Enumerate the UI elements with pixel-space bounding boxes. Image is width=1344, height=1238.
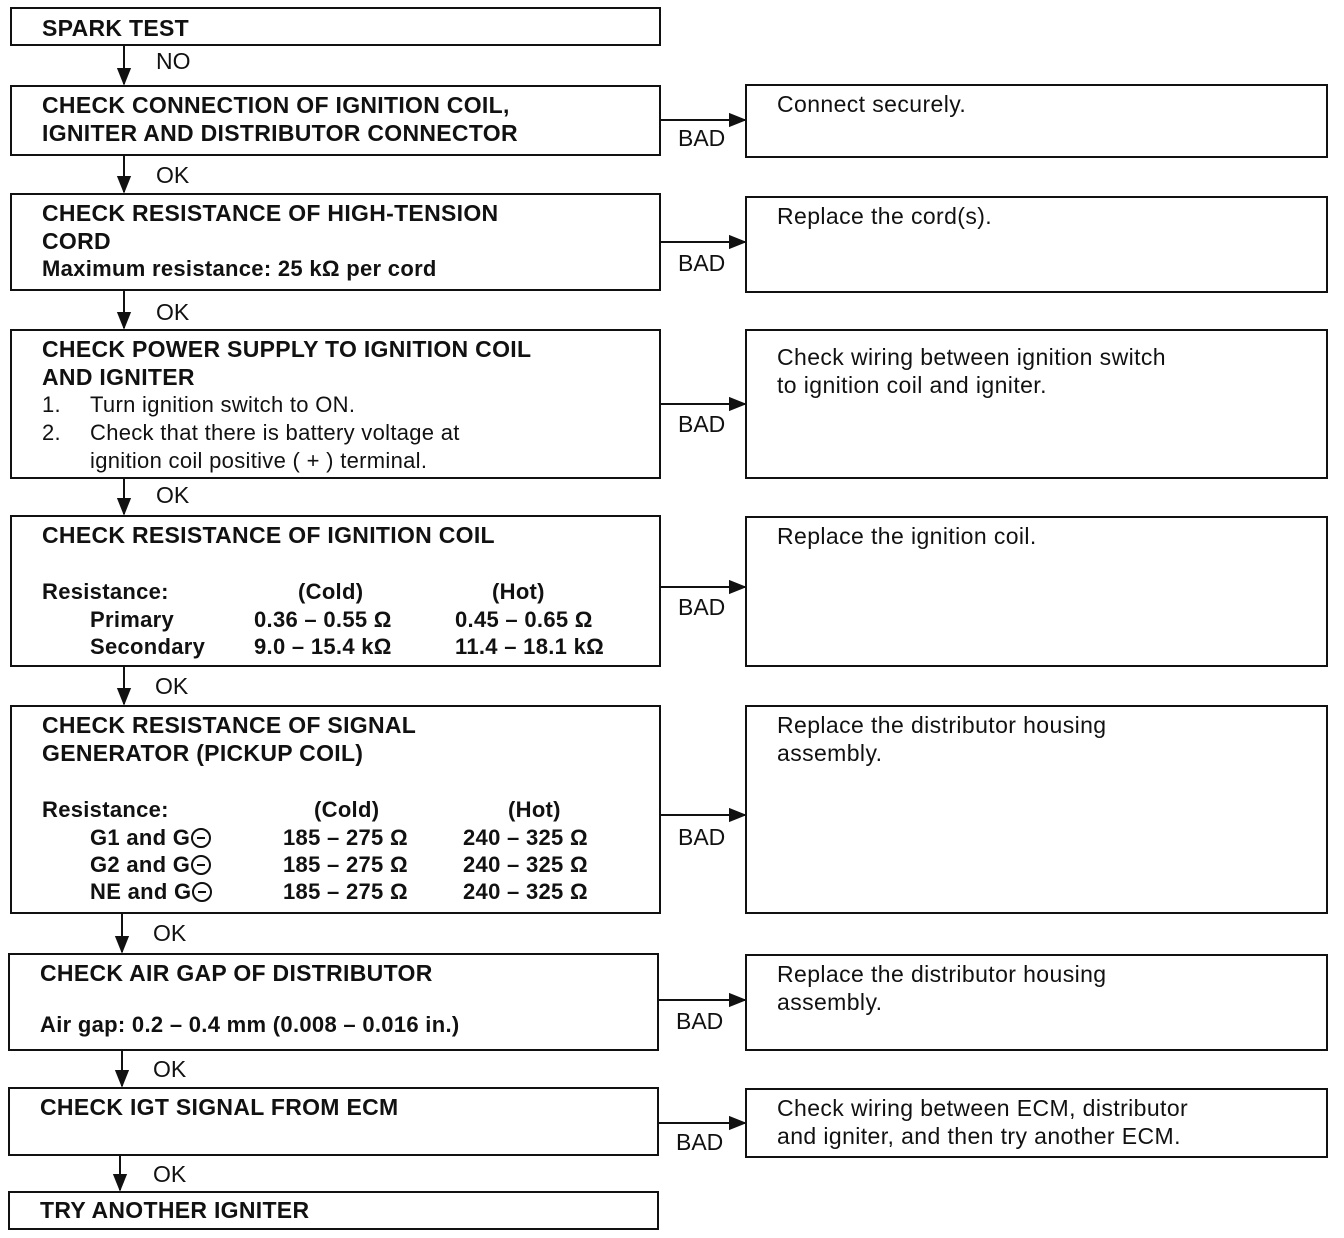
action-text: Replace the cord(s). (777, 203, 993, 229)
signal-row-g2-cold: 185 – 275 Ω (283, 852, 408, 877)
signal-row-g2-hot: 240 – 325 Ω (463, 852, 588, 877)
coil-row-primary-cold: 0.36 – 0.55 Ω (254, 607, 392, 632)
action-text: Replace the ignition coil. (777, 523, 1037, 549)
action-text-line1: Replace the distributor housing (777, 961, 1107, 987)
item-text: ignition coil positive ( + ) terminal. (90, 448, 428, 473)
action-text-line2: and igniter, and then try another ECM. (777, 1123, 1181, 1149)
item-text: Turn ignition switch to ON. (90, 392, 356, 417)
connector-bad-label: BAD (676, 1129, 724, 1155)
connector-bad-label: BAD (678, 411, 726, 437)
step-title: TRY ANOTHER IGNITER (40, 1197, 310, 1223)
procedure-item-2 (42, 419, 659, 447)
action-replace-housing-1 (745, 705, 1328, 914)
connector-bad-label: BAD (678, 824, 726, 850)
procedure-item-2-continued (42, 447, 659, 475)
step-title: CHECK RESISTANCE OF IGNITION COIL (42, 522, 495, 548)
connector-ok-label: OK (156, 162, 190, 188)
coil-row-secondary-name: Secondary (90, 634, 206, 659)
connector-ok-label: OK (155, 673, 189, 699)
action-connect-securely (745, 84, 1328, 158)
step-title: SPARK TEST (42, 15, 189, 41)
action-text-line2: assembly. (777, 989, 883, 1015)
connector-no-label: NO (156, 48, 191, 74)
signal-row-g1-cold: 185 – 275 Ω (283, 825, 408, 850)
step-spec: Maximum resistance: 25 kΩ per cord (42, 256, 437, 281)
action-replace-cords (745, 196, 1328, 293)
column-header-hot: (Hot) (508, 797, 561, 822)
step-try-another-igniter (8, 1191, 659, 1230)
signal-row-g1-hot: 240 – 325 Ω (463, 825, 588, 850)
step-title-line2: IGNITER AND DISTRIBUTOR CONNECTOR (42, 120, 518, 146)
resistance-label: Resistance: (42, 579, 169, 604)
ground-negative-icon (191, 855, 211, 875)
connector-bad-label: BAD (678, 125, 726, 151)
connector-ok-label: OK (153, 920, 187, 946)
signal-row-ne-hot: 240 – 325 Ω (463, 879, 588, 904)
action-replace-housing-2 (745, 954, 1328, 1051)
item-number: 1. (42, 392, 61, 417)
item-number: 2. (42, 420, 61, 445)
action-text-line1: Check wiring between ECM, distributor (777, 1095, 1189, 1121)
step-title-line1: CHECK RESISTANCE OF SIGNAL (42, 712, 417, 738)
step-check-signal-generator (10, 705, 661, 914)
coil-row-primary-name: Primary (90, 607, 175, 632)
step-spark-test (10, 7, 661, 46)
coil-row-primary-hot: 0.45 – 0.65 Ω (455, 607, 593, 632)
signal-row-g2 (90, 851, 211, 879)
action-text: Connect securely. (777, 91, 967, 117)
step-spec: Air gap: 0.2 – 0.4 mm (0.008 – 0.016 in.) (40, 1012, 460, 1037)
coil-row-secondary-hot: 11.4 – 18.1 kΩ (455, 634, 605, 659)
column-header-cold: (Cold) (314, 797, 380, 822)
connector-ok-label: OK (153, 1056, 187, 1082)
step-check-igt-signal (8, 1087, 659, 1156)
connector-bad-label: BAD (678, 250, 726, 276)
row-name: NE and G (90, 879, 192, 904)
procedure-item-1 (42, 391, 659, 419)
step-check-air-gap (8, 953, 659, 1051)
connector-ok-label: OK (153, 1161, 187, 1187)
step-check-connection (10, 85, 661, 156)
step-check-ignition-coil (10, 515, 661, 667)
item-text: Check that there is battery voltage at (90, 420, 460, 445)
connector-bad-label: BAD (676, 1008, 724, 1034)
signal-row-ne-cold: 185 – 275 Ω (283, 879, 408, 904)
row-name: G2 and G (90, 852, 191, 877)
step-title-line1: CHECK RESISTANCE OF HIGH-TENSION (42, 200, 499, 226)
step-title-line2: AND IGNITER (42, 364, 195, 390)
column-header-cold: (Cold) (298, 579, 364, 604)
step-check-power-supply (10, 329, 661, 479)
action-check-wiring-ecm (745, 1088, 1328, 1158)
step-title-line2: CORD (42, 228, 111, 254)
connector-ok-label: OK (156, 482, 190, 508)
coil-row-secondary-cold: 9.0 – 15.4 kΩ (254, 634, 392, 659)
row-name: G1 and G (90, 825, 191, 850)
action-replace-ignition-coil (745, 516, 1328, 667)
signal-row-g1 (90, 824, 211, 852)
step-check-high-tension-cord (10, 193, 661, 291)
step-title-line1: CHECK POWER SUPPLY TO IGNITION COIL (42, 336, 532, 362)
action-check-wiring-switch (745, 329, 1328, 479)
step-title: CHECK AIR GAP OF DISTRIBUTOR (40, 960, 433, 986)
action-text-line2: to ignition coil and igniter. (777, 372, 1047, 398)
action-text-line1: Replace the distributor housing (777, 712, 1107, 738)
signal-row-ne (90, 878, 212, 906)
action-text-line2: assembly. (777, 740, 883, 766)
resistance-label: Resistance: (42, 797, 169, 822)
connector-ok-label: OK (156, 299, 190, 325)
action-text-line1: Check wiring between ignition switch (777, 344, 1166, 370)
column-header-hot: (Hot) (492, 579, 545, 604)
step-title-line1: CHECK CONNECTION OF IGNITION COIL, (42, 92, 510, 118)
ground-negative-icon (191, 828, 211, 848)
step-title: CHECK IGT SIGNAL FROM ECM (40, 1094, 399, 1120)
ground-negative-icon (192, 882, 212, 902)
connector-bad-label: BAD (678, 594, 726, 620)
step-title-line2: GENERATOR (PICKUP COIL) (42, 740, 364, 766)
